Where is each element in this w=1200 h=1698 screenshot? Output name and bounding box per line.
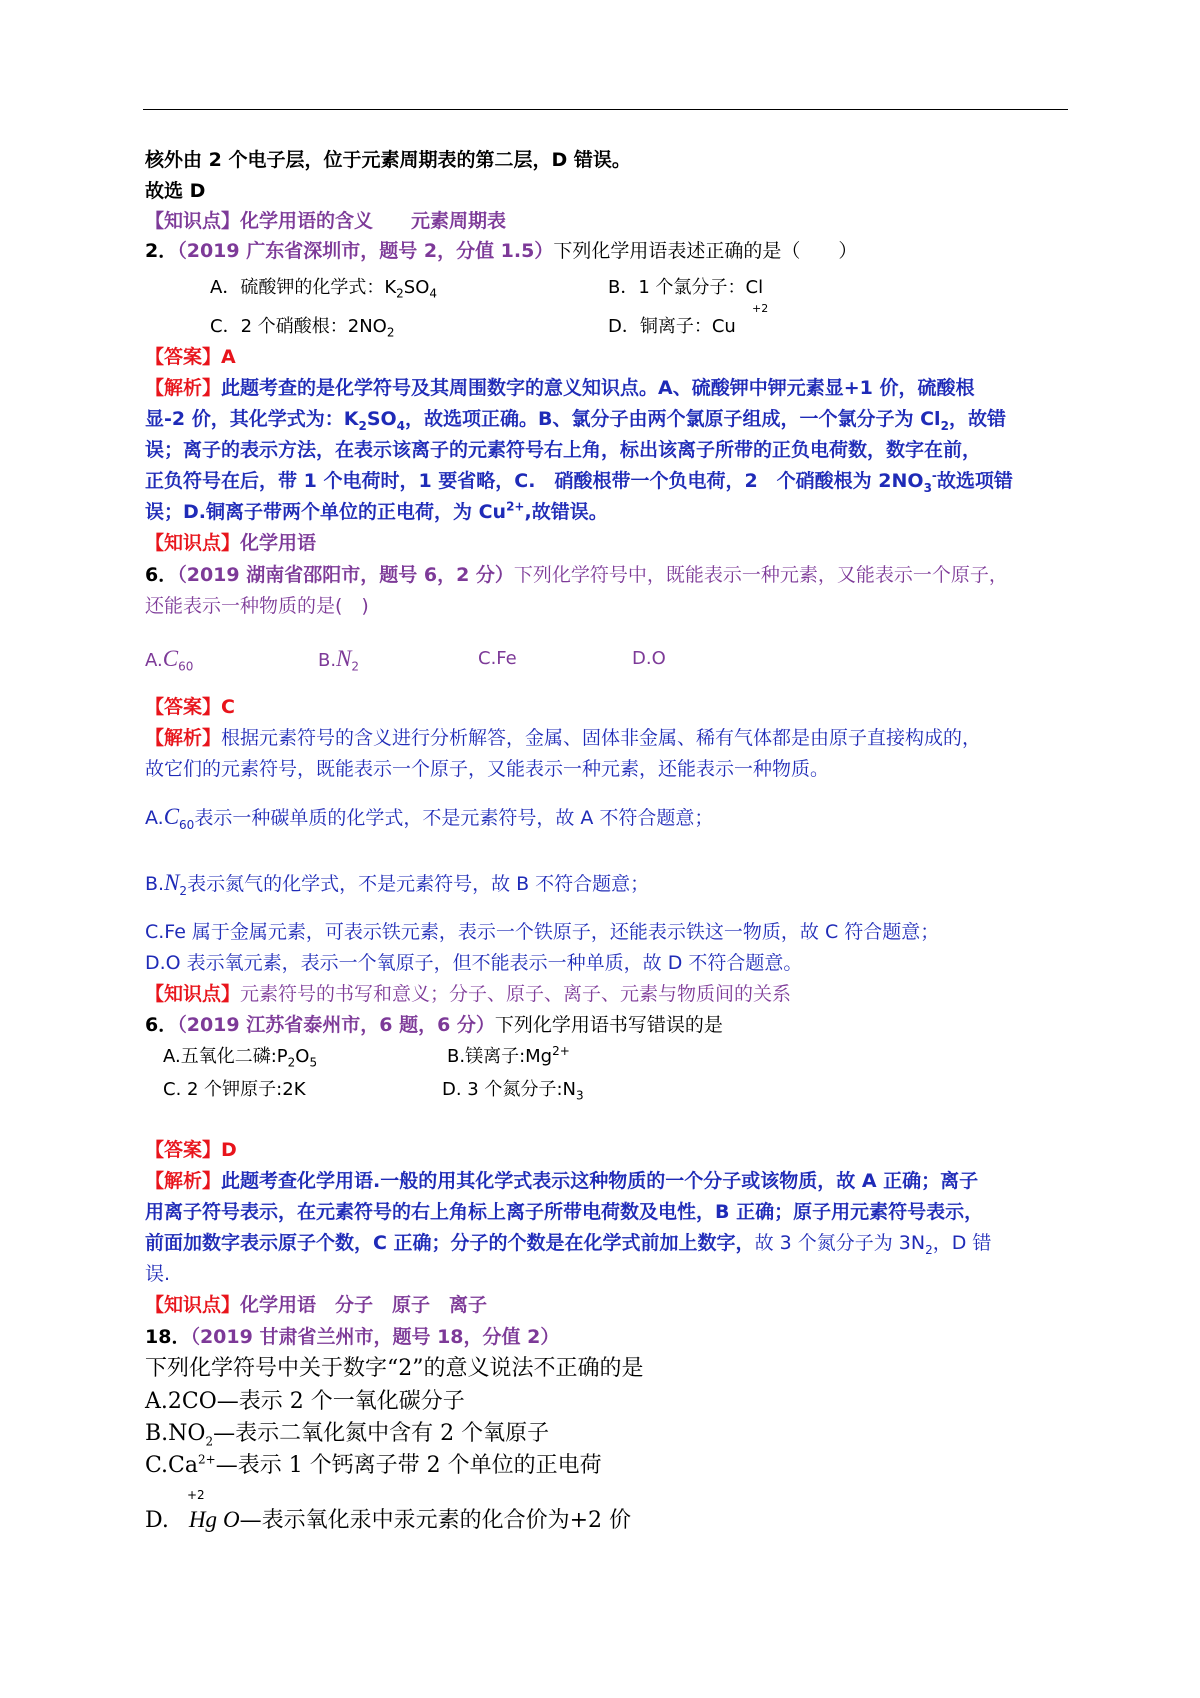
q6b-knowledge-point: 【知识点】化学用语 分子 原子 离子: [145, 1294, 488, 1316]
q6a-knowledge-point: 【知识点】元素符号的书写和意义；分子、原子、离子、元素与物质间的关系: [145, 983, 792, 1005]
header-rule: [143, 109, 1068, 110]
q6a-stem-1: 6．（2019 湖南省邵阳市，题号 6，2 分）下列化学符号中，既能表示一种元素，又能表示一个原子，: [145, 564, 1008, 586]
q2-knowledge-point: 【知识点】化学用语: [145, 532, 317, 554]
q18-option-b: $B.NO_2—$表示二氧化氮中含有 2 个氧原子: [145, 1421, 550, 1449]
q6a-explanation-d: D.O 表示氧元素，表示一个氧原子，但不能表示一种单质，故 D 不符合题意。: [145, 952, 803, 974]
q2-explanation-3: 误；离子的表示方法，在表示该离子的元素符号右上角，标出该离子所带的正负电荷数，数字在前，: [145, 439, 982, 461]
q6b-option-b: B.镁离子$:Mg^{2+}$: [447, 1044, 570, 1067]
q6a-option-c: C.Fe: [478, 648, 517, 669]
q6b-explanation-1: 【解析】此题考查化学用语.一般的用其化学式表示这种物质的一个分子或该物质，故 A 正确；离子: [145, 1170, 979, 1192]
q2-option-d: D．铜离子：Cu: [608, 316, 736, 337]
q6a-explanation-2: 故它们的元素符号，既能表示一个原子，又能表示一种元素，还能表示一种物质。: [145, 758, 830, 780]
q18-option-d: D. Hg O—表示氧化汞中汞元素的化合价为+2 价: [145, 1507, 632, 1533]
q2-explanation-2: 显-2 价，其化学式为：$K_2SO_4$，故选项正确。B、氯分子由两个氯原子组成，一个氯分子为 $Cl_2$，故错: [145, 408, 1006, 433]
q6b-explanation-2: 用离子符号表示，在元素符号的右上角标上离子所带电荷数及电性，B 正确；原子用元素符号表示，: [145, 1201, 984, 1223]
q0-continuation: 核外由 2 个电子层，位于元素周期表的第二层，D 错误。: [145, 149, 631, 171]
q6a-answer: 【答案】C: [145, 696, 235, 718]
q0-knowledge-point: 【知识点】化学用语的含义 元素周期表: [145, 210, 507, 232]
q18-option-c: $C.Ca^{2+}—$表示 1 个钙离子带 2 个单位的正电荷: [145, 1452, 602, 1478]
q2-explanation-4: 正负符号在后，带 1 个电荷时，1 要省略，C. 硝酸根带一个负电荷，2 个硝酸根为 $2NO_3^-$故选项错: [145, 468, 1013, 495]
q18-header: 18．（2019 甘肃省兰州市，题号 18，分值 2）: [145, 1326, 560, 1348]
q6b-explanation-3: 前面加数字表示原子个数，C 正确；分子的个数是在化学式前加上数字，故 3 个氮分子为 $3N_2$，D 错: [145, 1232, 992, 1257]
q2-option-c: C．2 个硝酸根：$2NO_2$: [210, 316, 395, 340]
q6a-explanation-a: $A.C_{60}$表示一种碳单质的化学式，不是元素符号，故 A 不符合题意；: [145, 804, 714, 832]
q18-option-a: A.2CO—表示 2 个一氧化碳分子: [145, 1389, 465, 1414]
q6a-option-b: $B.N_2$: [318, 646, 360, 674]
q2-option-a: A．硫酸钾的化学式：$K_2SO_4$: [210, 277, 437, 301]
q2-stem: 2．（2019 广东省深圳市，题号 2，分值 1.5）下列化学用语表述正确的是（ ）: [145, 240, 858, 262]
q6b-option-c: C. 2 个钾原子:2K: [163, 1079, 306, 1100]
q6a-option-d: D.O: [632, 648, 666, 669]
q6b-answer: 【答案】D: [145, 1139, 237, 1161]
q6a-stem-2: 还能表示一种物质的是( ): [145, 595, 369, 617]
q6b-stem: 6．（2019 江苏省泰州市，6 题，6 分）下列化学用语书写错误的是: [145, 1014, 723, 1036]
q6b-option-d: D. 3 个氮分子$:N_3$: [442, 1079, 584, 1103]
q18-option-d-valence: +2: [187, 1488, 205, 1502]
q2-option-b-sup: +2: [752, 302, 769, 315]
q6b-explanation-4: 误.: [145, 1263, 171, 1285]
q2-option-b: B．1 个氯分子：Cl: [608, 277, 764, 298]
q6a-explanation-1: 【解析】根据元素符号的含义进行分析解答，金属、固体非金属、稀有气体都是由原子直接构成的，: [145, 727, 982, 749]
q18-question: 下列化学符号中关于数字“2”的意义说法不正确的是: [145, 1356, 644, 1381]
q2-explanation-1: 【解析】此题考查的是化学符号及其周围数字的意义知识点。A、硫酸钾中钾元素显+1 价，硫酸根: [145, 377, 975, 399]
q6a-option-a: $A.C_{60}$: [145, 646, 194, 674]
q6a-explanation-c: C.Fe 属于金属元素，可表示铁元素，表示一个铁原子，还能表示铁这一物质，故 C 符合题意；: [145, 921, 940, 943]
q0-final-answer: 故选 D: [145, 180, 206, 202]
q2-explanation-5: 误；D.铜离子带两个单位的正电荷，为 $Cu^{2+}$,故错误。: [145, 499, 608, 523]
q2-answer: 【答案】A: [145, 346, 236, 368]
q6b-option-a: A.五氧化二磷$:P_2O_5$: [163, 1046, 318, 1070]
q6a-explanation-b: $B.N_2$表示氮气的化学式，不是元素符号，故 B 不符合题意；: [145, 870, 650, 898]
